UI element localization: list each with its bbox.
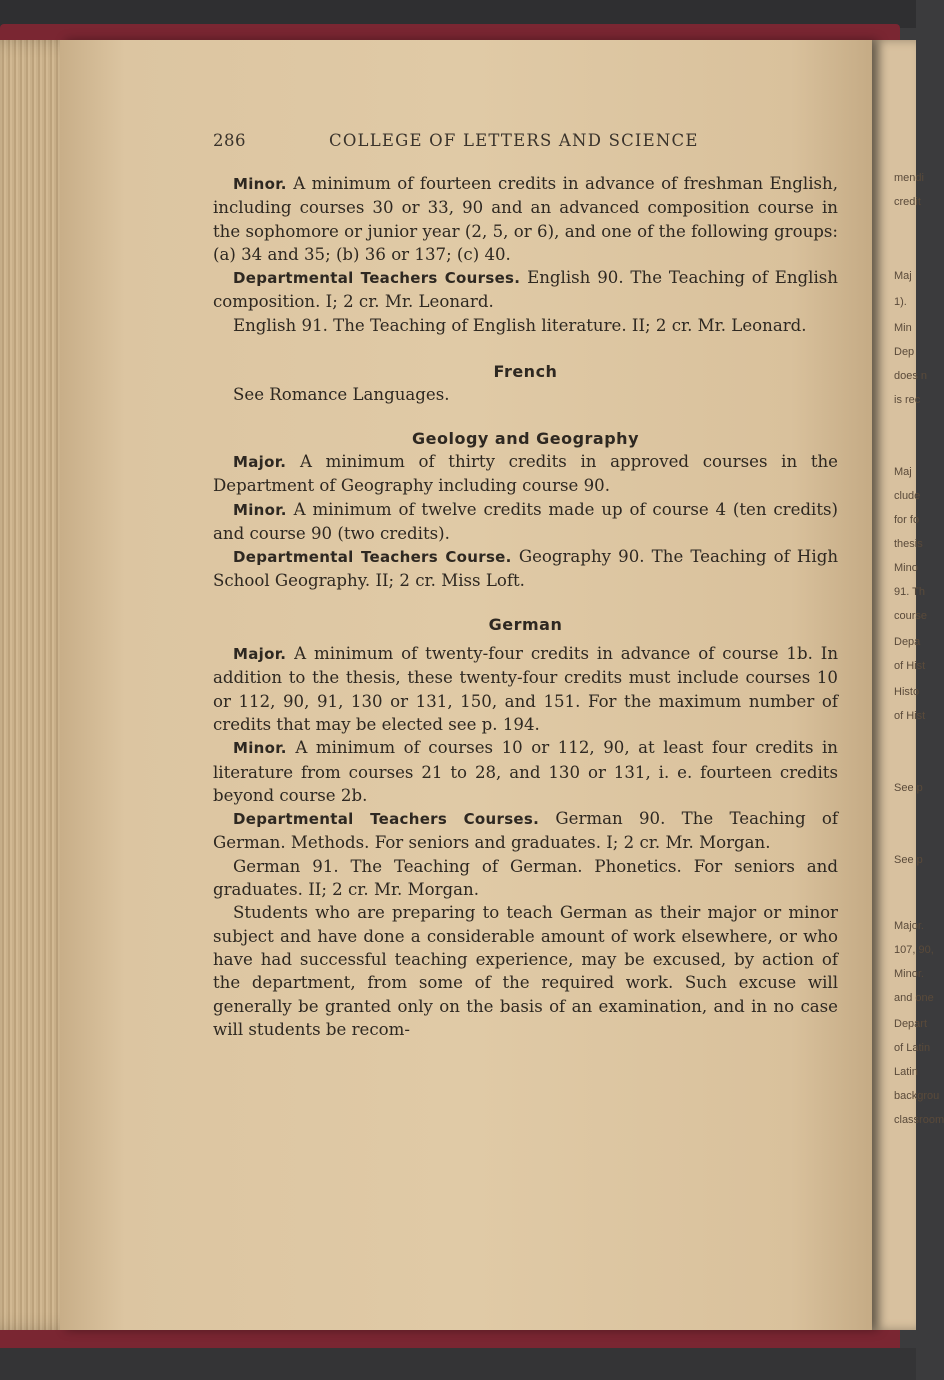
next-page-fragment: Depart [894,1018,928,1030]
geology-dept-label: Departmental Teachers Course. [233,548,512,567]
next-page-fragment: credit [894,196,921,208]
running-title: COLLEGE OF LETTERS AND SCIENCE [329,131,699,150]
next-page-fragment: Dep [894,346,915,358]
next-page-fragment: Minor. [894,968,924,980]
next-page-fragment: classroom [894,1114,944,1126]
next-page-fragment: of Hist [894,710,926,722]
section-gap [213,593,838,613]
german-dept-text: German 90. The Teaching of German. Methods. For seniors and graduates. I; 2 cr. Mr. Morgan. [213,809,838,853]
next-page-fragment: backgrou [894,1090,940,1102]
next-page-fragment: Major. [894,920,924,932]
geology-dept-paragraph [213,545,838,593]
english-91-paragraph: English 91. The Teaching of English literature. II; 2 cr. Mr. Leonard. [233,315,807,335]
next-page-fragment: Maj [894,270,912,282]
english-minor-paragraph [213,172,838,266]
english-dept-text: English 90. The Teaching of English composition. I; 2 cr. Mr. Leonard. [213,268,838,312]
scan-background-bottom [0,1348,916,1380]
german-title: German [488,614,563,634]
next-page-fragment: See p [894,854,923,866]
geology-dept-text: Geography 90. The Teaching of High School Geography. II; 2 cr. Miss Loft. [213,547,839,591]
next-page-fragment: for fo [894,514,920,526]
french-title: French [493,362,558,382]
next-page-fragment: Depa [894,636,921,648]
geology-minor-text: A minimum of twelve credits made up of course 4 (ten credits) and course 90 (two credits). [213,499,838,543]
next-page-fragment: See p [894,782,923,794]
next-page-fragment: and one [894,992,934,1004]
german-major-text: A minimum of twenty-four credits in advance of course 1b. In addition to the thesis, these twenty-four credits must include courses 10 or 112, 90, 91, 130 or 131, 150, and 151. For the maximum number of credits that may be elected see p. 194. [213,644,839,734]
english-dept-paragraph [213,266,838,314]
next-page-fragment: is rec [894,394,921,406]
geology-title: Geology and Geography [411,428,639,448]
geology-major-label: Major. [233,452,287,471]
german-dept-label: Departmental Teachers Courses. [233,810,540,829]
english-minor-label: Minor. [233,175,287,193]
next-page-fragment: does n [894,370,928,382]
next-page-sliver [872,40,944,1330]
next-page-fragment: course [894,610,928,622]
next-page-fragment: mendi [894,172,924,184]
geology-major-paragraph [213,450,838,498]
next-page-fragment: Latin [894,1066,918,1078]
german-students-paragraph: Students who are preparing to teach German as their major or minor subject and have done a considerable amount of work elsewhere, or who have had successful teaching experience, may be excused, by action of the department, from some of the required work. Such excuse will generally be granted only on the basis of an examination, and in no case will students be recom- [213,903,838,1039]
next-page-fragment: Histo [894,686,920,698]
german-minor-text: A minimum of courses 10 or 112, 90, at least four credits in literature from courses 21 to 28, and 130 or 131, i. e. fourteen credits beyond course 2b. [213,738,838,805]
german-91-paragraph: German 91. The Teaching of German. Phonetics. For seniors and graduates. II; 2 cr. Mr. Morgan. [213,856,838,900]
german-minor-label: Minor. [233,739,287,758]
next-page-fragment: Maj [894,466,912,478]
next-page-fragment: 107, 90, [894,944,934,956]
next-page-fragment: Mino [894,562,918,574]
next-page-fragment: thesis [894,538,923,550]
next-page-fragment: 91. Th [894,586,925,598]
geology-minor-label: Minor. [233,500,287,519]
next-page-fragment: 1). [894,296,907,308]
page-header [213,131,838,155]
german-major-label: Major. [233,645,287,664]
page-number: 286 [213,131,246,150]
next-page-fragment: of Latin [894,1042,931,1054]
section-gap [213,407,838,427]
page-content [213,172,838,1041]
english-minor-text: A minimum of fourteen credits in advance of freshman English, including courses 30 or 33, 90 and an advanced composition course in the sophomore or junior year (2, 5, or 6), and one of the following groups: (a) 34 and 35; (b) 36 or 137; (c) 40. [213,174,838,264]
french-text: See Romance Languages. [233,385,450,405]
section-gap [213,337,838,360]
german-minor-paragraph [213,736,838,807]
next-page-fragment: clude [894,490,921,502]
next-page-fragment: Min [894,322,912,334]
german-dept-paragraph [213,807,838,855]
geology-minor-paragraph [213,498,838,546]
next-page-fragment: of Hist [894,660,926,672]
english-dept-label: Departmental Teachers Courses. [233,269,521,288]
geology-major-text: A minimum of thirty credits in approved courses in the Department of Geography including course 90. [213,451,838,496]
german-major-paragraph [213,642,838,736]
